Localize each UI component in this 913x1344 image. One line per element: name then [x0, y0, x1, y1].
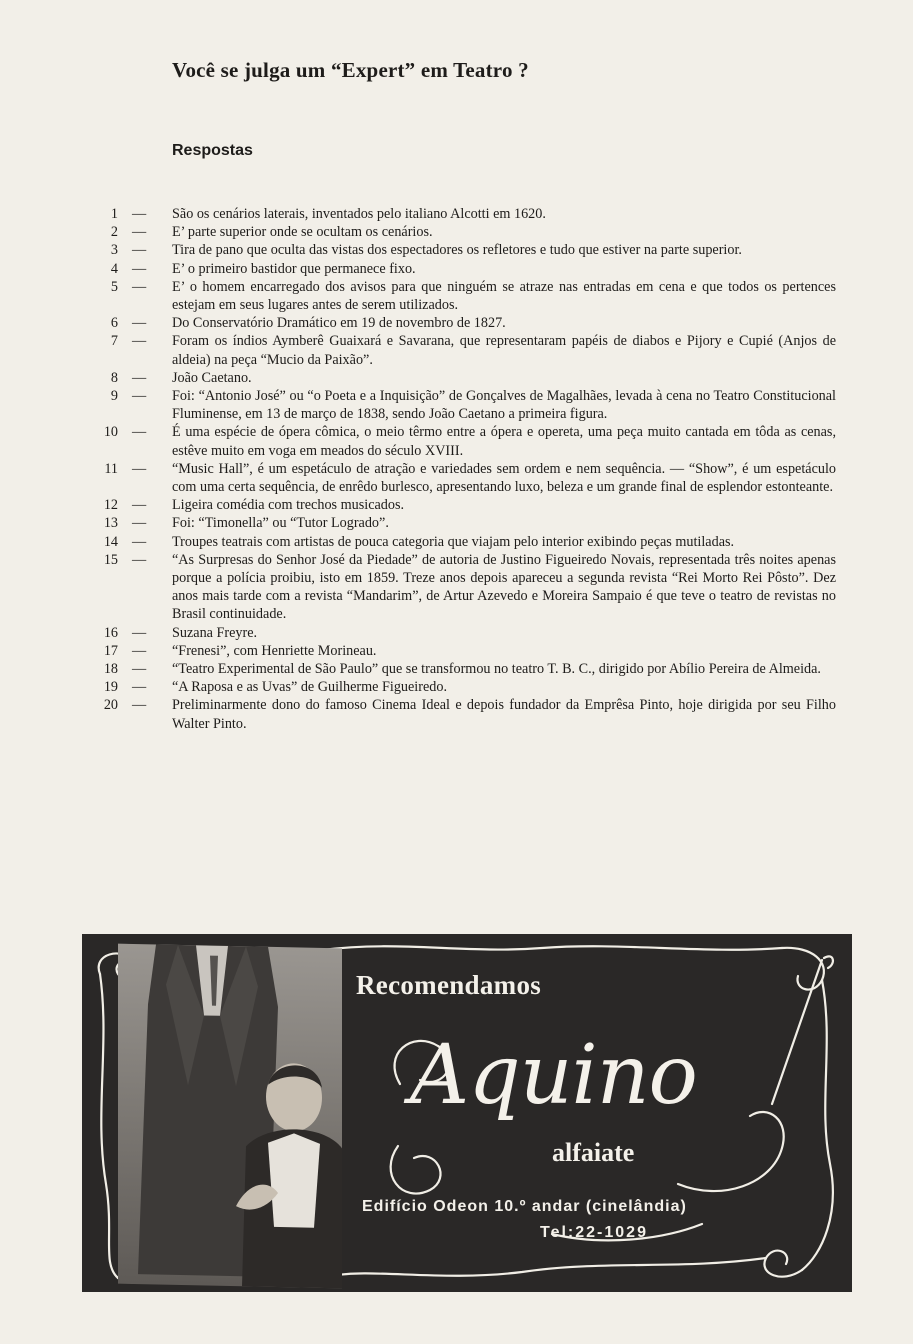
answer-text: São os cenários laterais, inventados pelo italiano Alcotti em 1620.	[172, 206, 546, 222]
answer-number: 10	[103, 424, 118, 441]
answer-row	[0, 624, 913, 642]
answer-dash: —	[132, 424, 147, 441]
answer-dash: —	[132, 551, 147, 568]
answer-row	[0, 369, 913, 387]
answer-number: 12	[103, 497, 118, 514]
answer-number: 11	[104, 460, 118, 477]
answers-list	[0, 205, 913, 733]
answer-number: 5	[110, 278, 118, 295]
answer-row	[0, 260, 913, 278]
ad-profession: alfaiate	[552, 1138, 635, 1167]
answer-text: Tira de pano que oculta das vistas dos espectadores os refletores e tudo que estiver na parte superior.	[172, 242, 742, 259]
tailor-photo-illustration	[118, 944, 342, 1289]
answer-text: Foram os índios Aymberê Guaixará e Savarana, que representaram papéis de diabos e Pijory e Cupié (Anjos de aldeia) na peça “Mucio da Paixão”.	[172, 333, 836, 368]
answer-dash: —	[132, 533, 147, 550]
answer-number: 2	[110, 224, 118, 241]
answer-row	[0, 642, 913, 660]
answer-row	[0, 660, 913, 678]
answer-row	[0, 223, 913, 241]
answer-text: João Caetano.	[172, 369, 252, 386]
answer-dash: —	[132, 315, 147, 332]
answer-number: 7	[110, 333, 118, 350]
answer-text: “Frenesi”, com Henriette Morineau.	[172, 642, 377, 659]
answer-number: 15	[103, 551, 118, 568]
answer-number: 18	[103, 661, 118, 678]
answer-dash: —	[132, 697, 147, 714]
answer-dash: —	[132, 206, 147, 222]
answer-dash: —	[132, 497, 147, 514]
answer-row	[0, 551, 913, 624]
answer-number: 6	[110, 315, 118, 332]
answer-dash: —	[132, 460, 147, 477]
answer-row	[0, 533, 913, 551]
ad-phone: Tel:22-1029	[540, 1224, 648, 1241]
answer-row	[0, 241, 913, 259]
answer-text: Ligeira comédia com trechos musicados.	[172, 497, 405, 514]
answer-number: 9	[110, 388, 118, 405]
answer-text: “Teatro Experimental de São Paulo” que se transformou no teatro T. B. C., dirigido por Abílio Pereira de Almeida.	[172, 661, 821, 678]
answer-dash: —	[132, 224, 147, 241]
answer-row	[0, 696, 913, 732]
answer-dash: —	[132, 624, 147, 641]
section-subtitle: Respostas	[172, 142, 253, 159]
answer-number: 17	[103, 642, 118, 659]
answer-text: “As Surpresas do Senhor José da Piedade” de autoria de Justino Figueiredo Novais, representada três noites apenas porque a polícia proibiu, isto em 1859. Treze anos depois apareceu a segunda revista “Rei Morto Rei Pôsto”. Dez anos mais tarde com a revista “Mandarim”, de Artur Azevedo e Moreira Sampaio é que teve o teatro de revistas no Brasil continuidade.	[172, 551, 836, 623]
answer-row	[0, 314, 913, 332]
answer-dash: —	[132, 661, 147, 678]
answer-number: 1	[110, 206, 118, 222]
answer-row	[0, 387, 913, 423]
answer-number: 3	[110, 242, 118, 259]
answer-text: E’ o homem encarregado dos avisos para que ninguém se atraze nas entradas em cena e que todos os pertences estejam em seus lugares antes de serem utilizados.	[172, 278, 836, 314]
answer-text: “A Raposa e as Uvas” de Guilherme Figueiredo.	[172, 679, 447, 696]
answer-row	[0, 278, 913, 314]
answer-dash: —	[132, 642, 147, 659]
answer-number: 20	[103, 697, 118, 714]
answer-dash: —	[132, 278, 147, 295]
answer-number: 16	[103, 624, 118, 641]
answer-row	[0, 496, 913, 514]
answer-text: Do Conservatório Dramático em 19 de novembro de 1827.	[172, 315, 506, 332]
answer-row	[0, 205, 913, 223]
answer-text: E’ parte superior onde se ocultam os cenários.	[172, 224, 433, 241]
answer-dash: —	[132, 333, 147, 350]
answer-dash: —	[132, 242, 147, 259]
answer-row	[0, 423, 913, 459]
answer-row	[0, 460, 913, 496]
answer-number: 13	[103, 515, 118, 532]
answer-dash: —	[132, 679, 147, 696]
answer-text: Troupes teatrais com artistas de pouca categoria que viajam pelo interior exibindo peças mutiladas.	[172, 533, 735, 550]
ad-headline: Recomendamos	[356, 970, 542, 1000]
page-title: Você se julga um “Expert” em Teatro ?	[172, 58, 529, 82]
answer-number: 14	[103, 533, 118, 550]
answer-text: Suzana Freyre.	[172, 624, 258, 641]
answer-text: “Music Hall”, é um espetáculo de atração e variedades sem ordem e nem sequência. — “Show”, é um espetáculo com uma certa sequência, de enrêdo burlesco, apresentando luxo, beleza e um grande final de esplendor estonteante.	[172, 460, 836, 496]
ad-address: Edifício Odeon 10.º andar (cinelândia)	[362, 1198, 687, 1215]
answer-number: 19	[103, 679, 118, 696]
ad-brand-script: Aquino	[410, 1028, 697, 1123]
answer-dash: —	[132, 388, 147, 405]
answer-number: 8	[110, 369, 118, 386]
answer-text: Preliminarmente dono do famoso Cinema Ideal e depois fundador da Emprêsa Pinto, hoje dirigida por seu Filho Walter Pinto.	[172, 697, 836, 732]
answer-row	[0, 678, 913, 696]
answer-text: E’ o primeiro bastidor que permanece fixo.	[172, 260, 416, 277]
answer-dash: —	[132, 515, 147, 532]
answer-row	[0, 332, 913, 368]
answer-dash: —	[132, 260, 147, 277]
answer-dash: —	[132, 369, 147, 386]
answer-text: É uma espécie de ópera cômica, o meio têrmo entre a ópera e opereta, uma peça muito cantada em tôda as cenas, estêve muito em voga em meados do século XVIII.	[172, 424, 836, 459]
tailor-photo	[118, 944, 342, 1289]
answer-number: 4	[110, 260, 118, 277]
answer-row	[0, 514, 913, 532]
answer-text: Foi: “Timonella” ou “Tutor Logrado”.	[172, 515, 389, 532]
answer-text: Foi: “Antonio José” ou “o Poeta e a Inquisição” de Gonçalves de Magalhães, levada à cena no Teatro Constitucional Fluminense, em 13 de março de 1838, sendo João Caetano a primeira figura.	[172, 388, 836, 423]
